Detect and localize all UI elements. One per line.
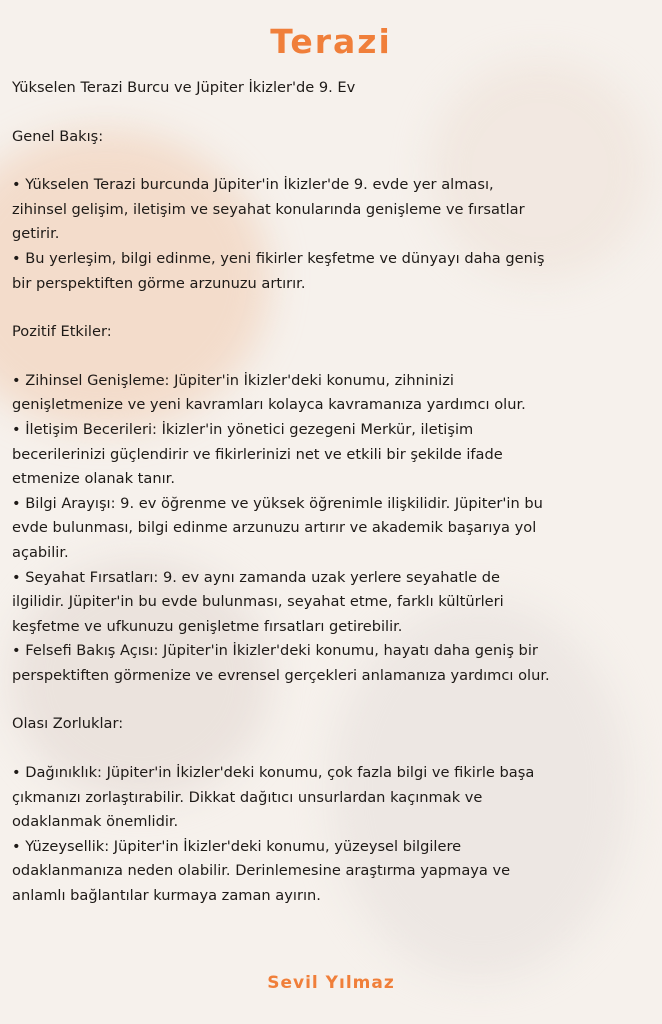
text-line: • Felsefi Bakış Açısı: Jüpiter'in İkizler'deki konumu, hayatı daha geniş bir [12, 642, 538, 660]
text-line: ilgilidir. Jüpiter'in bu evde bulunması, seyahat etme, farklı kültürleri [12, 593, 504, 611]
author-signature: Sevil Yılmaz [267, 973, 395, 993]
text-line: çıkmanızı zorlaştırabilir. Dikkat dağıtıcı unsurlardan kaçınmak ve [12, 788, 483, 806]
text-line: açabilir. [12, 543, 69, 561]
page-title: Terazi [270, 22, 392, 61]
text-line: odaklanmanıza neden olabilir. Derinlemesine araştırma yapmaya ve [12, 862, 511, 880]
subtitle: Yükselen Terazi Burcu ve Jüpiter İkizler'de 9. Ev [12, 79, 356, 96]
text-line: zihinsel gelişim, iletişim ve seyahat konularında genişleme ve fırsatlar [12, 200, 525, 218]
text-line: perspektiften görmenize ve evrensel gerçekleri anlamanıza yardımcı olur. [12, 666, 550, 684]
text-line: • Bilgi Arayışı: 9. ev öğrenme ve yüksek öğrenimle ilişkilidir. Jüpiter'in bu [12, 494, 543, 512]
text-line: • Yükselen Terazi burcunda Jüpiter'in İkizler'de 9. evde yer alması, [12, 176, 494, 194]
text-line: anlamlı bağlantılar kurmaya zaman ayırın. [12, 887, 321, 905]
text-line: evde bulunması, bilgi edinme arzunuzu artırır ve akademik başarıya yol [12, 519, 537, 537]
text-line: getirir. [12, 225, 60, 243]
text-line: • Dağınıklık: Jüpiter'in İkizler'deki konumu, çok fazla bilgi ve fikirle başa [12, 764, 535, 782]
text-line: • Seyahat Fırsatları: 9. ev aynı zamanda uzak yerlere seyahatle de [12, 568, 501, 586]
text-line: • Zihinsel Genişleme: Jüpiter'in İkizler'deki konumu, zihninizi [12, 371, 454, 389]
text-line: becerilerinizi güçlendirir ve fikirlerinizi net ve etkili bir şekilde ifade [12, 445, 503, 463]
section-heading-challenges: Olası Zorluklar: [12, 715, 124, 733]
text-line: • İletişim Becerileri: İkizler'in yönetici gezegeni Merkür, iletişim [12, 420, 474, 438]
text-line: odaklanmak önemlidir. [12, 813, 179, 831]
text-line: keşfetme ve ufkunuzu genişletme fırsatları getirebilir. [12, 617, 403, 635]
section-heading-overview: Genel Bakış: [12, 127, 104, 145]
text-line: • Bu yerleşim, bilgi edinme, yeni fikirler keşfetme ve dünyayı daha geniş [12, 249, 545, 267]
section-challenges [12, 761, 650, 909]
text-line: etmenize olanak tanır. [12, 470, 175, 488]
section-positive [12, 369, 650, 689]
section-heading-positive: Pozitif Etkiler: [12, 323, 112, 341]
text-line: bir perspektiften görme arzunuzu artırır. [12, 274, 306, 292]
text-line: • Yüzeysellik: Jüpiter'in İkizler'deki konumu, yüzeysel bilgilere [12, 837, 462, 855]
section-overview [12, 173, 650, 296]
text-line: genişletmenize ve yeni kavramları kolayca kavramanıza yardımcı olur. [12, 396, 526, 414]
